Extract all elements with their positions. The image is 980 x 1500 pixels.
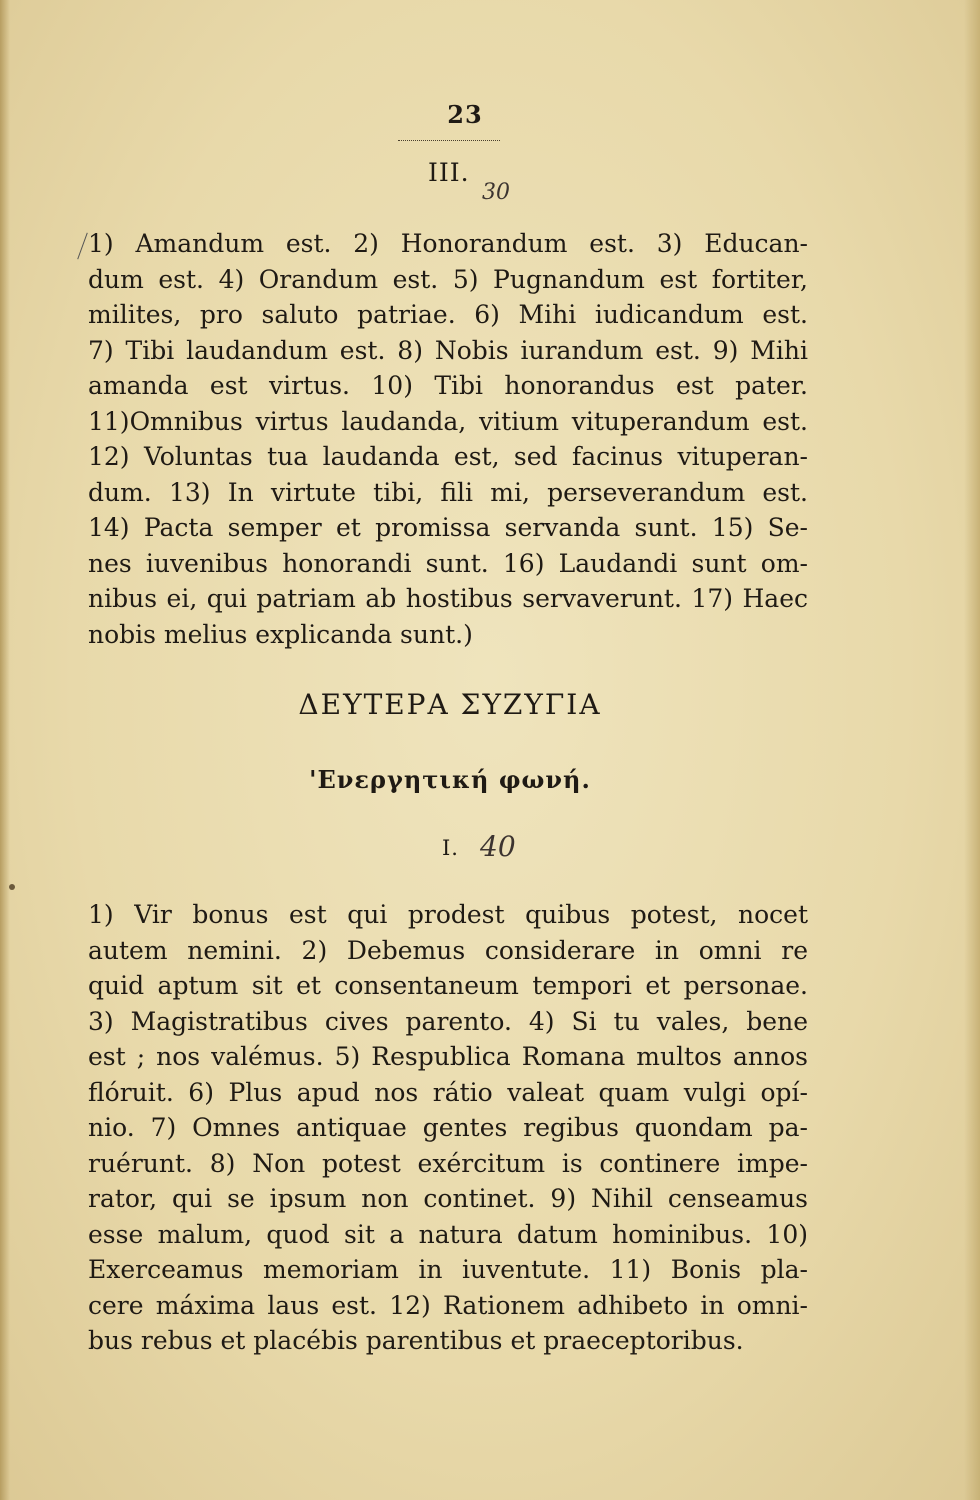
text-line: Exerceamus memoriam in iuventute. 11) Bonis pla- [88, 1255, 808, 1284]
text-line: 1) Amandum est. 2) Honorandum est. 3) Educan- [88, 229, 808, 258]
text-line: cere máxima laus est. 12) Rationem adhibeto in omni- [88, 1290, 808, 1320]
handwritten-note-40: 40 [480, 830, 516, 863]
margin-speck [9, 884, 15, 890]
chapter-title: ΔΕΥΤΕΡΑ ΣΥΖΥΓΙΑ [298, 688, 602, 721]
text-line: 1) Vir bonus est qui prodest quibus potest, nocet [88, 900, 808, 929]
text-line: nes iuvenibus honorandi sunt. 16) Laudandi sunt om- [88, 548, 808, 578]
text-line: bus rebus et placébis parentibus et praeceptoribus. [88, 1326, 744, 1355]
text-line: dum est. 4) Orandum est. 5) Pugnandum est fortiter, [88, 264, 808, 294]
text-line: amanda est virtus. 10) Tibi honorandus est pater. [88, 371, 808, 400]
section-iii-paragraph [88, 226, 808, 652]
section-i-paragraph [88, 897, 808, 1359]
page-edge-right [964, 0, 980, 1500]
text-line: flóruit. 6) Plus apud nos rátio valeat quam vulgi opí- [88, 1077, 808, 1107]
text-line: est ; nos valémus. 5) Respublica Romana multos annos [88, 1042, 808, 1071]
page-edge-left [0, 0, 10, 1500]
handwritten-note-30: 30 [482, 180, 510, 205]
text-line: nibus ei, qui patriam ab hostibus servaverunt. 17) Haec [88, 584, 808, 613]
text-line: 7) Tibi laudandum est. 8) Nobis iurandum est. 9) Mihi [88, 335, 808, 365]
text-line: 11)Omnibus virtus laudanda, vitium vituperandum est. [88, 406, 808, 436]
text-line: 3) Magistratibus cives parento. 4) Si tu vales, bene [88, 1006, 808, 1036]
text-line: dum. 13) In virtute tibi, fili mi, perseverandum est. [88, 477, 808, 507]
text-line: nobis melius explicanda sunt.) [88, 619, 473, 649]
section-i-heading: I. [442, 836, 459, 860]
text-line: quid aptum sit et consentaneum tempori et personae. [88, 971, 808, 1000]
section-iii-heading: III. [428, 158, 470, 187]
text-line: ruérunt. 8) Non potest exércitum is continere impe- [88, 1148, 808, 1178]
text-line: nio. 7) Omnes antiquae gentes regibus quondam pa- [88, 1113, 808, 1142]
page-number: 23 [447, 100, 483, 129]
text-line: milites, pro saluto patriae. 6) Mihi iudicandum est. [88, 300, 808, 329]
handwritten-stroke [77, 233, 88, 260]
text-line: rator, qui se ipsum non continet. 9) Nihil censeamus [88, 1184, 808, 1213]
text-line: autem nemini. 2) Debemus considerare in omni re [88, 935, 808, 965]
text-line: 14) Pacta semper et promissa servanda sunt. 15) Se- [88, 513, 808, 542]
text-line: esse malum, quod sit a natura datum hominibus. 10) [88, 1219, 808, 1249]
chapter-subtitle: 'Ενεργητική φωνή. [309, 765, 591, 794]
page-number-rule [398, 140, 500, 141]
text-line: 12) Voluntas tua laudanda est, sed facinus vituperan- [88, 442, 808, 471]
